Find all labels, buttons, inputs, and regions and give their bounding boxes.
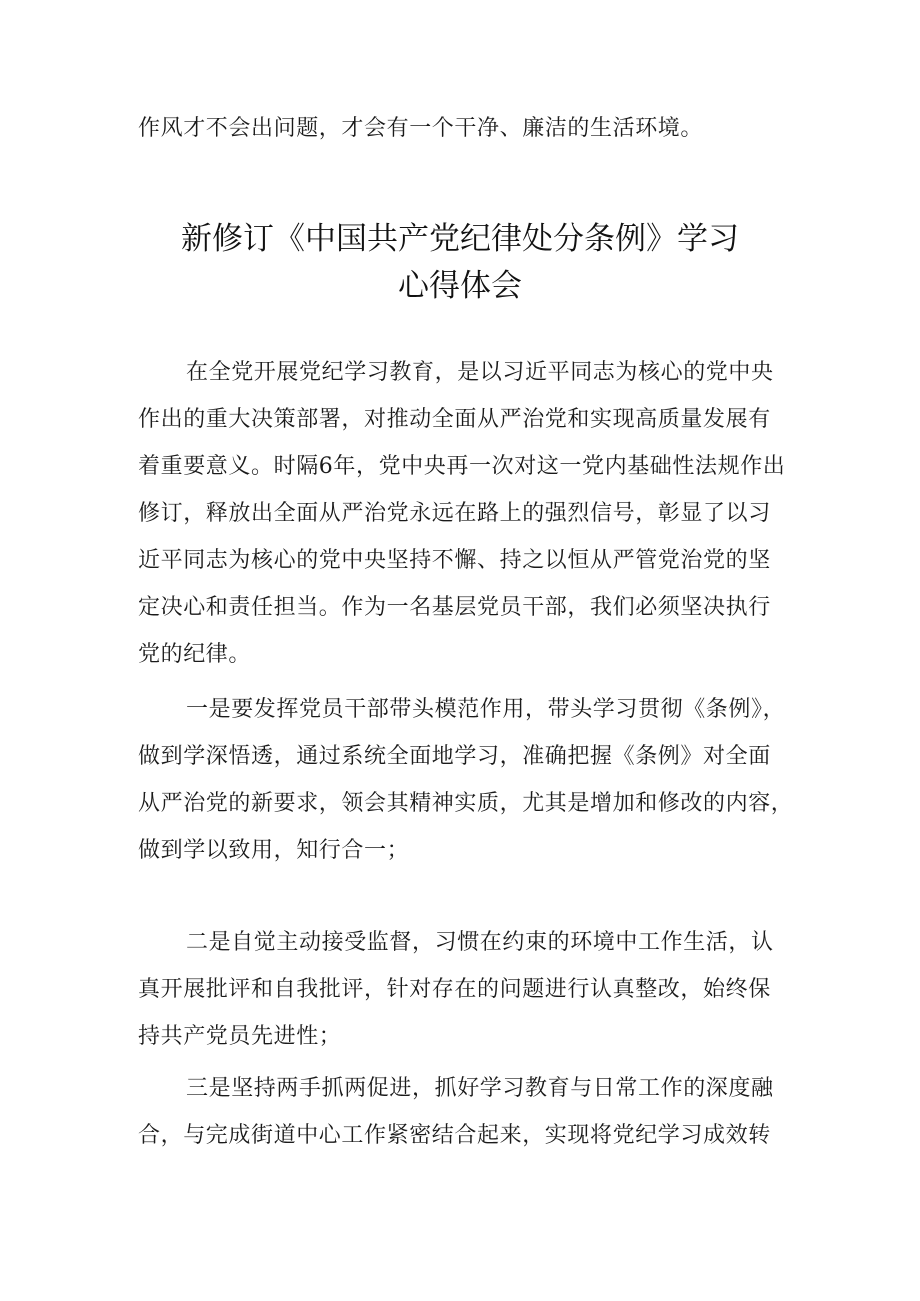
title-line-2: 心得体会 [398,268,522,304]
paragraph-3-line-1: 二是自觉主动接受监督，习惯在约束的环境中工作生活，认 [186,930,774,955]
paragraph-2-line-2: 做到学深悟透，通过系统全面地学习，准确把握《条例》对全面 [138,744,771,769]
paragraph-2-line-1: 一是要发挥党员干部带头模范作用，带头学习贯彻《条例》， [186,697,786,722]
paragraph-4-line-2: 合，与完成街道中心工作紧密结合起来，实现将党纪学习成效转 [138,1123,771,1148]
paragraph-2-line-3: 从严治党的新要求，领会其精神实质，尤其是增加和修改的内容， [138,791,794,816]
paragraph-1-line-6: 定决心和责任担当。作为一名基层党员干部，我们必须坚决执行 [138,595,771,620]
paragraph-3-line-2: 真开展批评和自我批评，针对存在的问题进行认真整改，始终保 [138,977,771,1002]
paragraph-1-line-2: 作出的重大决策部署，对推动全面从严治党和实现高质量发展有 [138,407,771,432]
paragraph-1-line-5: 近平同志为核心的党中央坚持不懈、持之以恒从严管党治党的坚 [138,548,771,573]
paragraph-4-line-1: 三是坚持两手抓两促进，抓好学习教育与日常工作的深度融 [186,1076,774,1101]
lead-line: 作风才不会出问题，才会有一个干净、廉洁的生活环境。 [138,116,704,141]
paragraph-1-line-7: 党的纪律。 [138,642,252,667]
paragraph-1-line-4: 修订，释放出全面从严治党永远在路上的强烈信号，彰显了以习 [138,501,771,526]
paragraph-2-line-4: 做到学以致用，知行合一； [138,838,410,863]
paragraph-1-line-3: 着重要意义。时隔6年，党中央再一次对这一党内基础性法规作出 [138,454,786,479]
paragraph-3-line-3: 持共产党员先进性； [138,1024,342,1049]
title-line-1: 新修订《中国共产党纪律处分条例》学习 [181,221,739,257]
paragraph-1-line-1: 在全党开展党纪学习教育，是以习近平同志为核心的党中央 [186,360,774,385]
